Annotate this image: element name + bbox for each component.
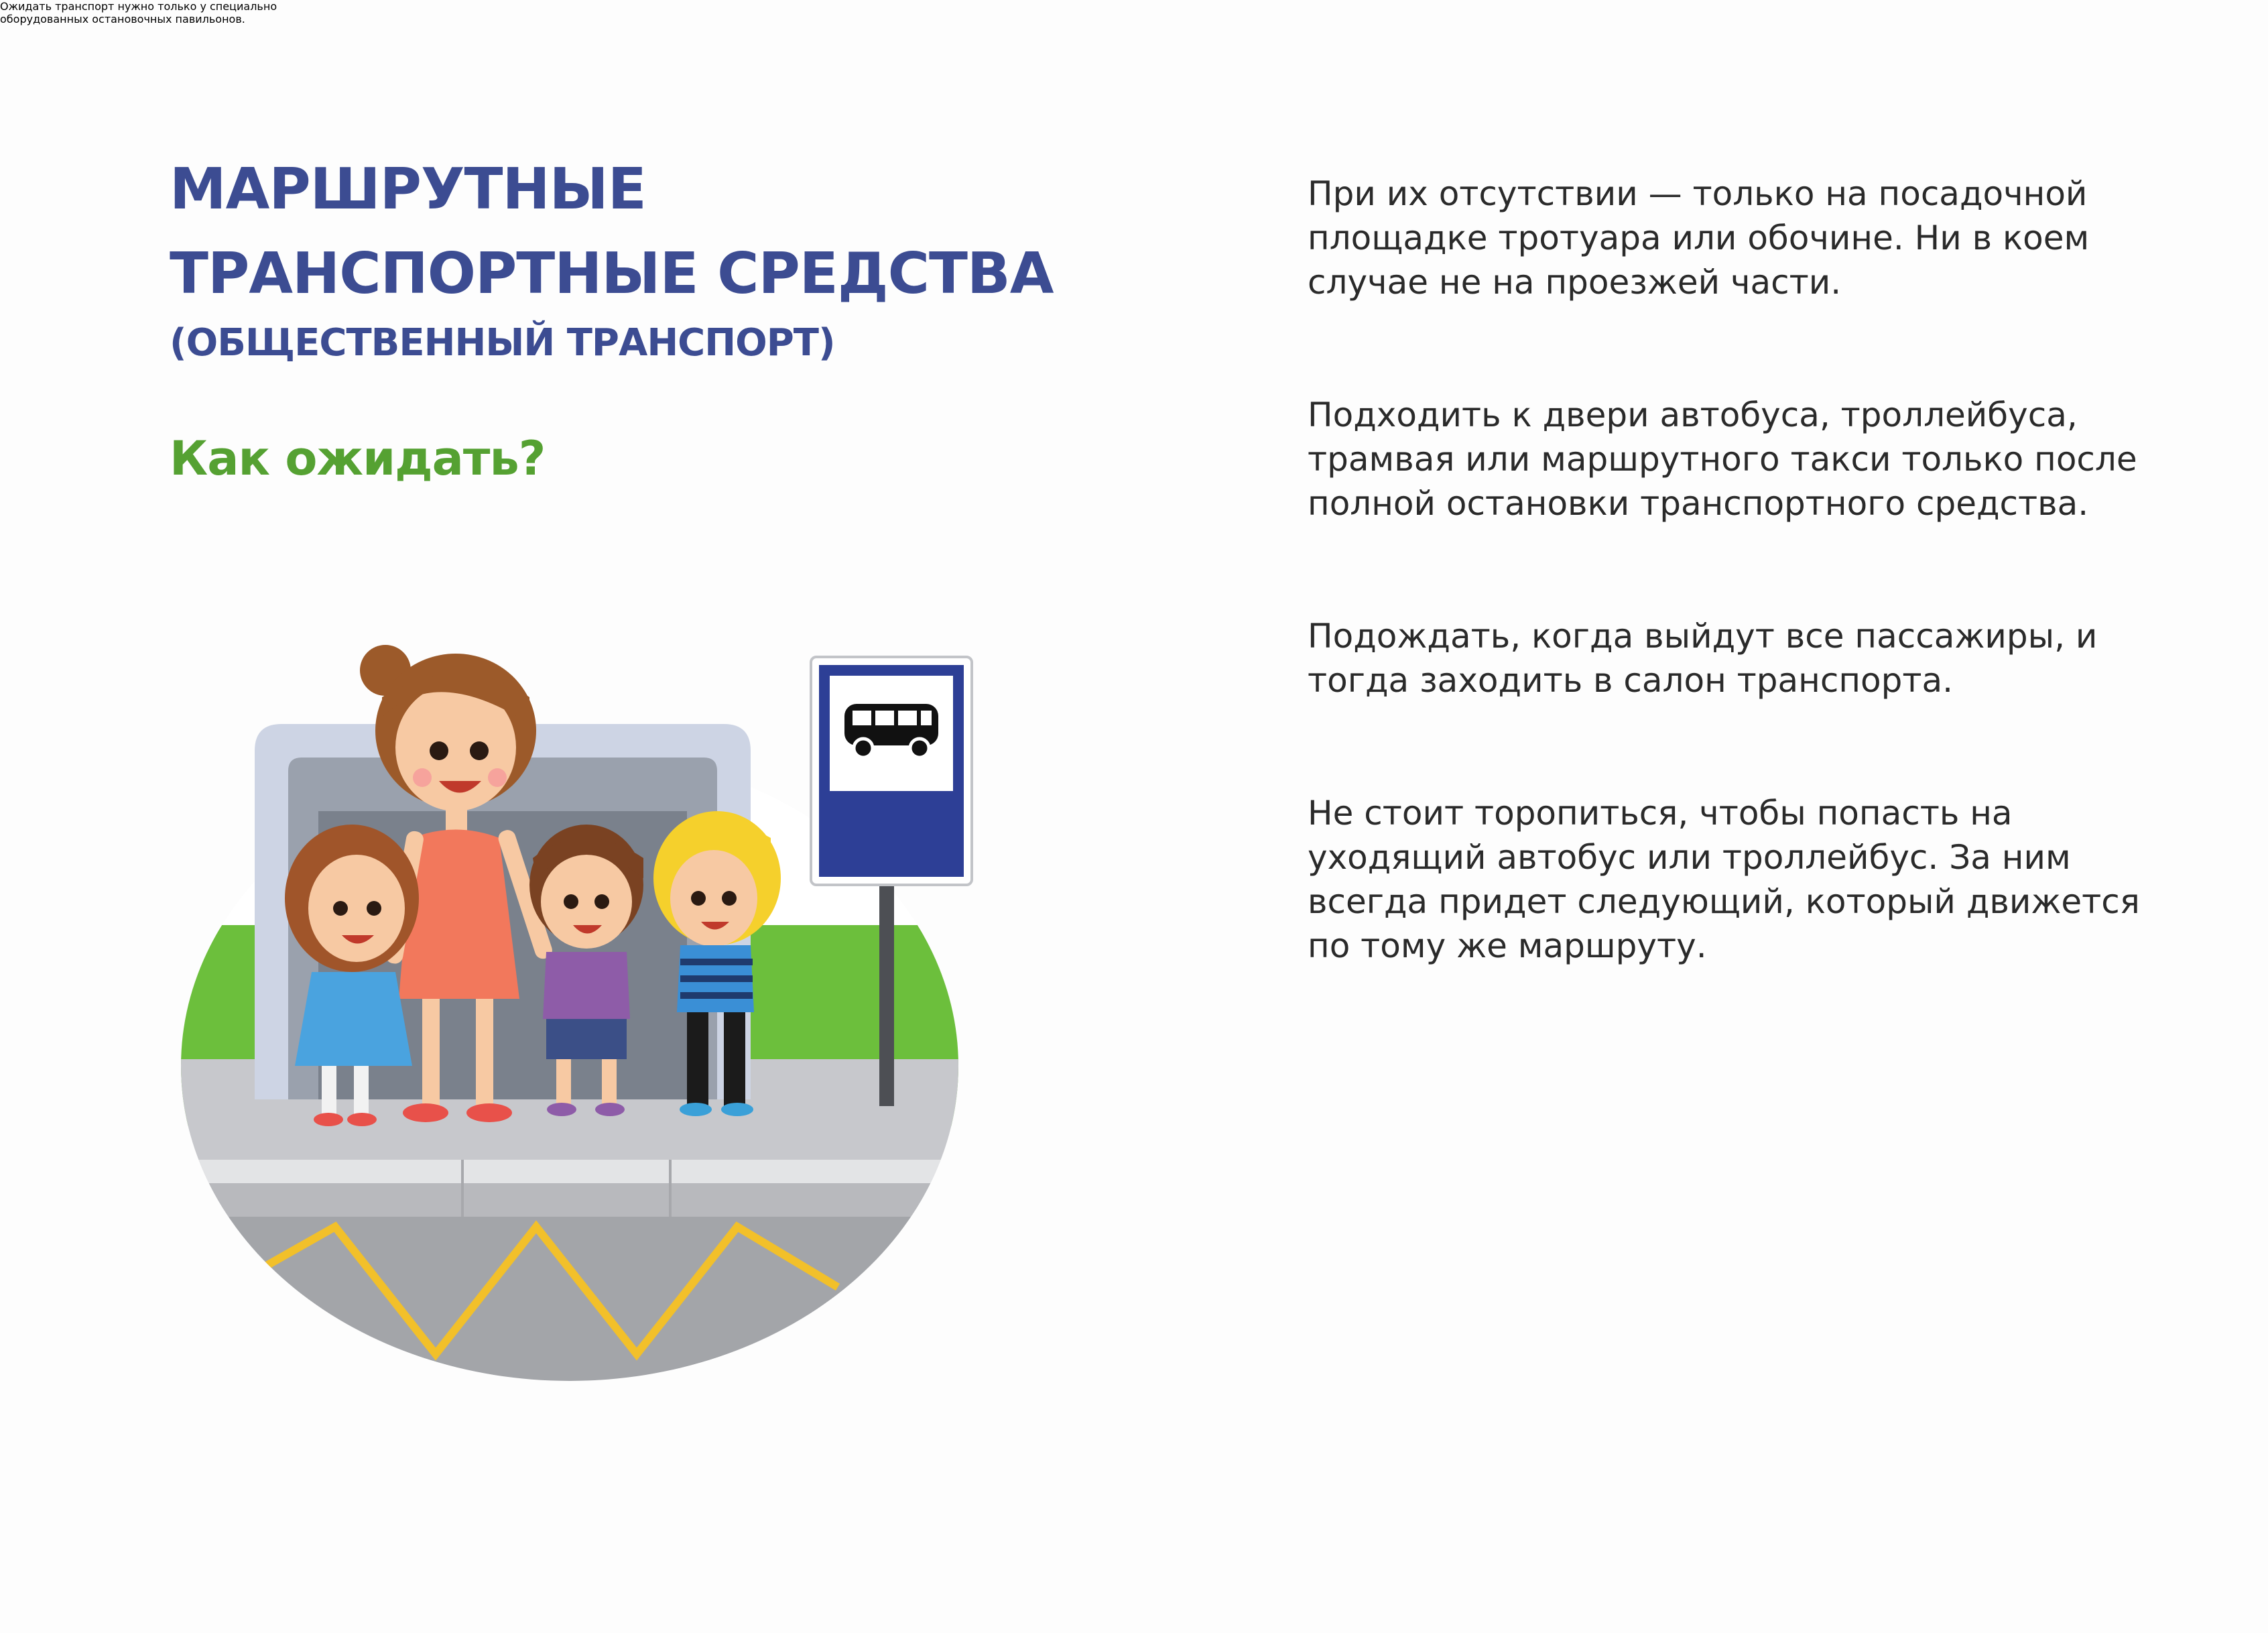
rule-line: Подождать, когда выйдут все пассажиры, и [1308, 617, 2098, 656]
rule-line: Не стоит торопиться, чтобы попасть на [1308, 794, 2013, 833]
curb-edge [181, 1183, 985, 1217]
rule-paragraph [1308, 791, 2140, 968]
rule-line: площадке тротуара или обочине. Ни в коем [1308, 219, 2090, 257]
bus-stop-illustration [181, 637, 985, 1388]
rule-line: уходящий автобус или троллейбус. За ним [1308, 838, 2071, 877]
rule-line: Подходить к двери автобуса, троллейбуса, [1308, 396, 2078, 434]
intro-line: оборудованных остановочных павильонов. [0, 13, 245, 25]
rule-line: При их отсутствии — только на посадочной [1308, 174, 2088, 213]
title-line: МАРШРУТНЫЕ [170, 156, 646, 223]
intro-line: Ожидать транспорт нужно только у специально [0, 0, 277, 13]
rule-line: полной остановки транспортного средства. [1308, 484, 2089, 523]
rule-paragraph [1308, 172, 2140, 304]
rule-line: по тому же маршруту. [1308, 926, 1707, 965]
page-title [170, 147, 1054, 316]
rule-paragraph [1308, 393, 2140, 526]
page-subtitle: (ОБЩЕСТВЕННЫЙ ТРАНСПОРТ) [170, 321, 835, 365]
rule-line: тогда заходить в салон транспорта. [1308, 661, 1954, 700]
curb [181, 1160, 985, 1183]
rule-line: трамвая или маршрутного такси только после [1308, 440, 2137, 479]
rule-paragraph [1308, 614, 2140, 703]
rules-list [1308, 172, 2140, 1056]
title-line: ТРАНСПОРТНЫЕ СРЕДСТВА [170, 241, 1054, 307]
sign-pole [879, 875, 894, 1106]
section-heading: Как ожидать? [170, 431, 546, 486]
rule-line: всегда придет следующий, который движется [1308, 882, 2140, 921]
rule-line: случае не на проезжей части. [1308, 263, 1842, 302]
